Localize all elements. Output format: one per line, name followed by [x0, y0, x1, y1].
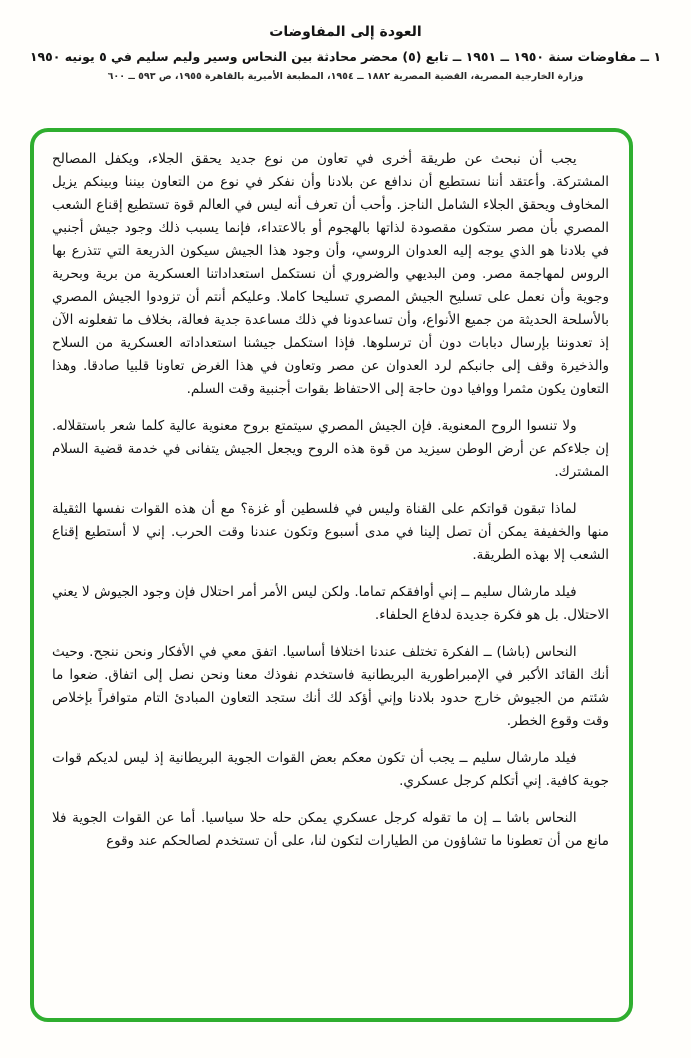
paragraph: النحاس باشا ــ إن ما تقوله كرجل عسكري يمكن حله حلا سياسيا. أما عن القوات الجوية فلا مانع من أن تعطونا ما تشاؤون من الطيارات لتكون لنا، على أن تستخدم لصالحكم عند وقوع — [52, 810, 609, 849]
paragraph: فيلد مارشال سليم ــ إني أوافقكم تماما. ولكن ليس الأمر أمر احتلال فإن وجود الجيوش لا يعني الاحتلال. بل هو فكرة جديدة لدفاع الحلفاء. — [52, 584, 609, 623]
paragraph: النحاس (باشا) ــ الفكرة تختلف عندنا اختلافا أساسيا. اتفق معي في الأفكار ونحن ننجح. وحيث أنك القائد الأكبر في الإمبراطورية البريطانية فاستخدم نفوذك معنا ونحن نصل إلى اتفاق. ضعوا ما شئتم من الجيوش خارج حدود بلادنا وإني أؤكد لك أنك ستجد التعاون المبادئ التام متوافراً بإخلاص وقت وقوع الخطر. — [52, 644, 609, 729]
paragraph: ولا تنسوا الروح المعنوية. فإن الجيش المصري سيتمتع بروح معنوية عالية كلما شعر باستقلاله. إن جلاءكم عن أرض الوطن سيزيد من قوة هذه الروح ويجعل الجيش يتفانى في خدمة قضية السلام المشترك. — [52, 418, 609, 480]
page-header — [0, 0, 691, 82]
source-citation-line: وزارة الخارجية المصرية، القضية المصرية ١٨٨٢ ــ ١٩٥٤، المطبعة الأميرية بالقاهرة ١٩٥٥، ص ٥٩٣ ــ ٦٠٠ — [107, 71, 584, 82]
document-body-text — [52, 148, 609, 853]
paragraph: يجب أن نبحث عن طريقة أخرى في تعاون من نوع جديد يحقق الجلاء، ويكفل المصالح المشتركة. وأعتقد أننا نستطيع أن ندافع عن بلادنا وأن نفكر في نوع من التعاون بيننا وبينكم يزيل المخاوف ويحقق الجلاء الشامل الناجز. وأحب أن تعرف أنه ليس في العالم قوة تستطيع إقناع الشعب المصري بأن مصر ستكون مقصودة لذاتها بالهجوم أو بالاعتداء، فإنما يسبب ذلك وجود جيش أجنبي في بلادنا هو الذي يوجه إليه العدوان الروسي، وأن وجود هذا الجيش سيكون الذريعة التي تتذرع بها الروس لمهاجمة مصر. ومن البديهي والضروري أن نستكمل استعداداتنا العسكرية من برية وبحرية وجوية وأن نعمل على تسليح الجيش المصري تسليحا كاملا. وعليكم أنتم أن تزودوا الجيش المصري بالأسلحة الحديثة من جميع الأنواع، وأن تساعدونا في ذلك مساعدة جدية فعالة، بخلاف ما تفعلونه الآن إذ تعدوننا بإرسال دبابات دون أن ترسلوها. فإذا استكمل جيشنا استعداداته العسكرية من السلاح والذخيرة وقف إلى جانبكم لرد العدوان عن مصر وتعاون في هذا الغرض تعاونا قلبيا صادقا. وهذا التعاون يكون مثمرا ووافيا دون حاجة إلى الاحتفاظ بقوات أجنبية وقت السلم. — [52, 151, 609, 397]
green-border-frame — [30, 128, 633, 1022]
document-subtitle: ١ ــ مفاوضات سنة ١٩٥٠ ــ ١٩٥١ ــ تابع (٥) محضر محادثة بين النحاس وسير وليم سليم في ٥ يونيه ١٩٥٠ — [29, 49, 662, 64]
paragraph: لماذا تبقون قواتكم على القناة وليس في فلسطين أو غزة؟ مع أن هذه القوات نفسها الثقيلة منها والخفيفة يمكن أن تصل إلينا في مدى أسبوع وتكون عندنا وقت الحرب. إني لا أستطيع إقناع الشعب إلا بهذه الطريقة. — [52, 501, 609, 563]
page-title: العودة إلى المفاوضات — [269, 24, 422, 40]
paragraph: فيلد مارشال سليم ــ يجب أن تكون معكم بعض القوات الجوية البريطانية إذ ليس لديكم قوات جوية كافية. إني أتكلم كرجل عسكري. — [52, 750, 609, 789]
